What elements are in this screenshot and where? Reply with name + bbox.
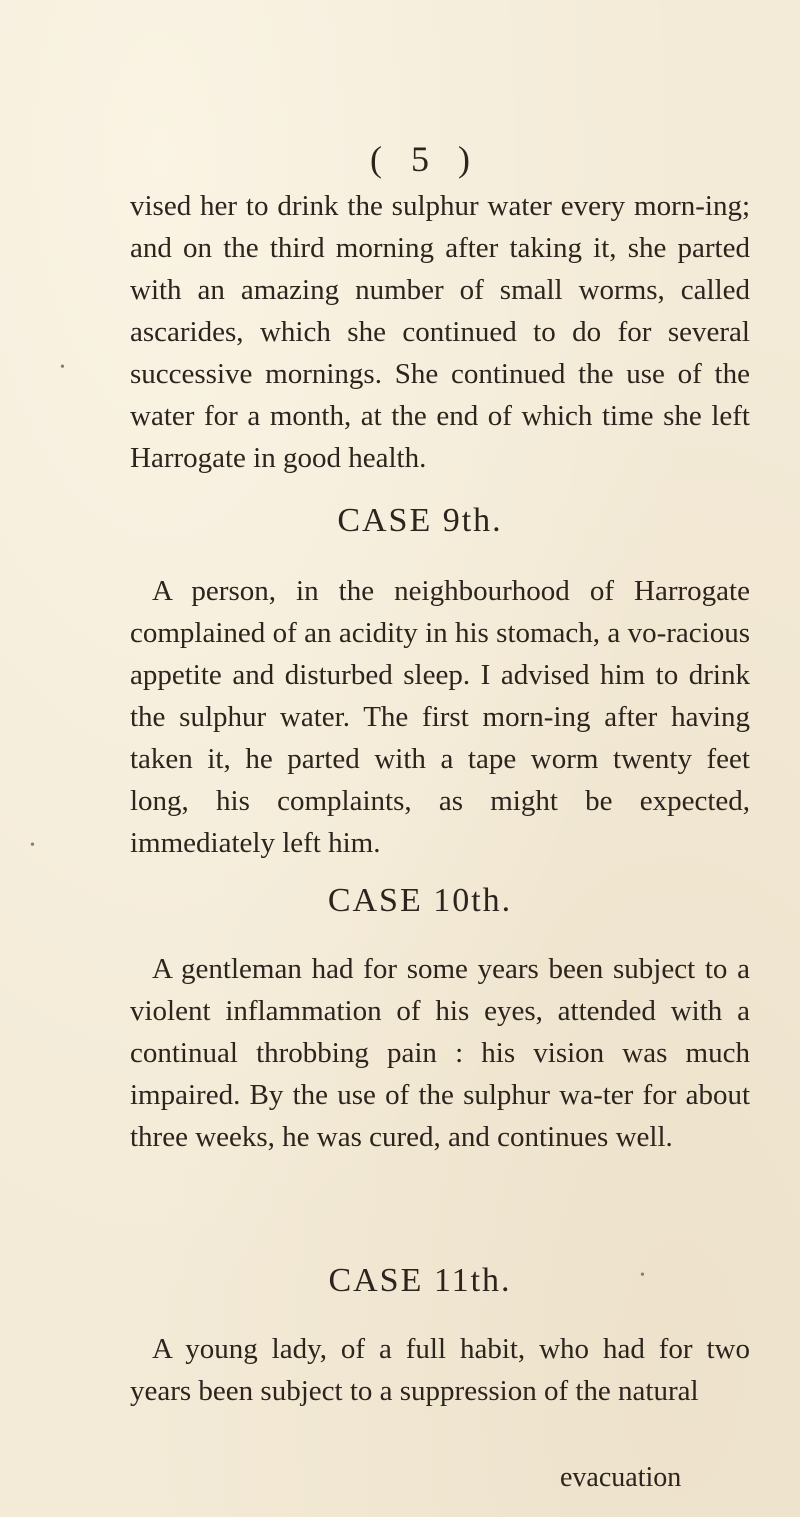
catchword: evacuation bbox=[560, 1462, 682, 1493]
paragraph-case-11: A young lady, of a full habit, who had for two years been subject to a suppression of the natural bbox=[130, 1333, 750, 1407]
paper-speck: • bbox=[60, 360, 65, 375]
paragraph-case-9: A person, in the neighbourhood of Harrogate complained of an acidity in his stomach, a vo-racious appetite and disturbed sleep. I advised him to drink the sulphur water. The first morn-ing after having taken it, he parted with a tape worm twenty feet long, his complaints, as might be expected, immediately left him. bbox=[130, 575, 750, 859]
page-number: ( 5 ) bbox=[370, 139, 480, 179]
heading-case-10: CASE 10th. bbox=[327, 882, 513, 919]
paragraph-case-10: A gentleman had for some years been subject to a violent inflammation of his eyes, attended with a continual throbbing pain : his vision was much impaired. By the use of the sulphur wa-ter for about three weeks, he was cured, and continues well. bbox=[130, 953, 750, 1153]
heading-case-11: CASE 11th. bbox=[328, 1262, 512, 1299]
heading-case-9: CASE 9th. bbox=[337, 502, 503, 539]
paper-speck: • bbox=[640, 1268, 645, 1283]
paper-speck: • bbox=[30, 838, 35, 853]
paragraph-case-8-continued: vised her to drink the sulphur water every morn-ing; and on the third morning after taking it, she parted with an amazing number of small worms, called ascarides, which she continued to do for several successive mornings. She continued the use of the water for a month, at the end of which time she left Harrogate in good health. bbox=[130, 190, 750, 474]
